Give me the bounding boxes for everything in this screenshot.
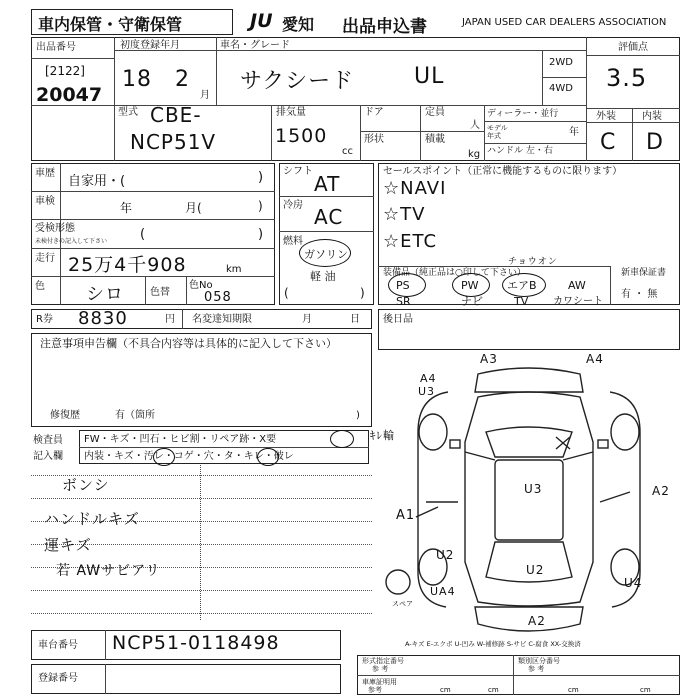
color-code: 058 [204, 290, 232, 305]
fuel-diesel: 軽 油 [310, 270, 336, 283]
displacement-unit: cc [342, 146, 353, 157]
equip-ps-circle [388, 273, 426, 297]
document-title: 出品申込書 [342, 17, 427, 37]
sales-point-navi: ☆NAVI [383, 178, 447, 199]
dealer-label: ディーラー・並行 [487, 109, 559, 119]
equip-navi: ナビ [461, 295, 483, 308]
grade: UL [414, 64, 445, 89]
equip-power-seat: カワシート [553, 296, 603, 307]
registration-year: 18 [122, 67, 152, 92]
lot-bracket: [2122] [45, 64, 85, 78]
diagram-right-front-door [563, 452, 593, 460]
drive-4wd: 4WD [549, 83, 573, 94]
score-label: 評価点 [618, 42, 648, 53]
stain-circle [153, 448, 175, 466]
diagram-legend: A-キズ E-エクボ U-凹み W-補修跡 S-サビ C-腐食 XX-交換済 [405, 640, 581, 648]
color-change-label: 色替 [150, 287, 170, 298]
inspection-line-1: FW・キズ・凹石・ヒビ割・リペア跡・X要 [84, 434, 277, 445]
exterior-label: 外装 [596, 111, 616, 122]
brand-logo: JU [250, 10, 273, 32]
type-value-2: NCP51V [130, 130, 217, 154]
color-value: シロ [86, 284, 124, 305]
equip-pw-circle [452, 273, 490, 297]
cooling-label: 冷房 [283, 200, 303, 211]
diagram-left-mirror [450, 440, 460, 448]
recycle-label: R券 [36, 314, 53, 325]
equip-tv: TV [514, 295, 529, 308]
handwritten-note-4: 若 AWサビアリ [56, 563, 161, 579]
load-unit: kg [468, 149, 481, 160]
capacity-label: 定員 [425, 107, 445, 118]
equip-ps: PS [396, 279, 410, 292]
diagram-label-a2-bottom: A2 [528, 614, 546, 628]
type-value-1: CBE- [150, 103, 202, 127]
fuel-gasoline-circle [299, 239, 351, 267]
score-value: 3.5 [606, 64, 648, 92]
inspection-close: ) [258, 199, 263, 213]
warranty-value: 有 ・ 無 [621, 289, 658, 300]
brand-region: 愛知 [282, 15, 315, 34]
warranty-label: 新車保証書 [621, 268, 667, 278]
lot-number: 20047 [36, 84, 103, 106]
association-name: JAPAN USED CAR DEALERS ASSOCIATION [462, 17, 667, 28]
diagram-front-left-wheel [419, 414, 447, 450]
diagram-right-side-outline [610, 392, 643, 607]
diagram-spare-label: スペア [392, 600, 413, 608]
diagram-label-u4: U4 [624, 576, 643, 590]
reception-note: 未検付きの記入して下さい [35, 238, 108, 245]
chassis-label: 車台番号 [38, 640, 78, 651]
exterior-grade: C [600, 130, 617, 155]
repair-close: ) [356, 410, 360, 421]
equip-aw: AW [568, 279, 586, 292]
reception-close: ) [258, 227, 264, 242]
fuel-label: 燃料 [283, 236, 303, 247]
diagram-front-bumper [475, 368, 583, 392]
inspection-line-2: 内装・キズ・汚レ・コゲ・穴・タ・キレ・破レ [84, 451, 294, 462]
diagram-label-u2-center: U2 [526, 563, 545, 577]
diagram-label-a2-right: A2 [652, 484, 670, 498]
mileage-unit: km [226, 264, 242, 275]
form-number-label-2: 参 考 [372, 665, 389, 673]
cm-unit-2: cm [488, 686, 499, 694]
model-name: サクシード [240, 69, 355, 94]
diagram-right-mirror [598, 440, 608, 448]
lot-number-label: 出品番号 [36, 42, 76, 53]
sales-point-label: セールスポイント（正常に機能するものに限ります） [383, 166, 623, 177]
equip-airbag: エアB [507, 279, 537, 292]
color-code-label: 色No [189, 280, 213, 291]
inspection-side-note: ｷﾚ輸 [370, 429, 395, 442]
diagram-front-right-wheel [611, 414, 639, 450]
diagram-label-u3-left: U3 [418, 385, 436, 398]
diagram-label-a4-top: A4 [586, 352, 604, 366]
cooling-value: AC [314, 205, 344, 229]
handle-label: ハンドル 左・右 [487, 146, 553, 156]
sales-point-tv: ☆TV [383, 204, 426, 225]
hole-circle [257, 448, 279, 466]
load-label: 積載 [425, 134, 445, 145]
door-label: ドア [364, 107, 384, 118]
name-change-month: 月 [302, 314, 312, 325]
form-number-label-1: 形式指定番号 [362, 657, 404, 665]
reception-label: 受検形態 [35, 223, 75, 234]
reference-label: 参考 [368, 686, 382, 694]
model-grade-label: 車名・グレード [220, 40, 290, 51]
diagram-label-ua4: UA4 [430, 585, 456, 598]
equip-pw: PW [461, 279, 479, 292]
diagram-left-side-outline [418, 392, 448, 607]
diagram-label-u3-center: U3 [524, 482, 543, 496]
first-registration-label: 初度登録年月 [120, 40, 180, 51]
diagram-roof [495, 460, 563, 540]
shape-label: 形状 [364, 134, 384, 145]
model-year-label-2: 年式 [487, 132, 501, 140]
mileage-value: 25万4千908 [68, 254, 187, 276]
registration-number-label: 登録番号 [38, 673, 78, 684]
diagram-label-u2-left: U2 [436, 548, 455, 562]
mileage-label: 走行 [35, 253, 55, 264]
cm-unit-1: cm [440, 686, 451, 694]
history-label: 車歴 [35, 168, 55, 179]
handwritten-note-3: 運キズ [44, 536, 92, 554]
later-items-label: 後日品 [383, 314, 413, 325]
repair-label: 修復歴 [50, 410, 80, 421]
equipment-label: 装備品（純正品は○印して下さい） [383, 268, 526, 278]
inspection-year: 年 [120, 201, 133, 215]
capacity-unit: 人 [470, 120, 480, 131]
later-items-block [378, 309, 680, 350]
diagram-label-a4-left: A4 [420, 372, 437, 385]
sales-handwriting: チョウオン [508, 257, 558, 267]
x-mark-circle [330, 430, 354, 448]
recycle-value: 8830 [78, 308, 128, 329]
keep-notice: 車内保管・守衛保管 [38, 15, 183, 34]
diagram-label-a1: A1 [396, 508, 416, 523]
model-year-label-1: モデル [487, 124, 508, 132]
fuel-close: ) [360, 286, 365, 300]
chassis-value: NCP51-0118498 [112, 632, 280, 654]
diagram-windshield [486, 427, 572, 457]
garage-cert-label: 車庫証明用 [362, 678, 397, 686]
repair-value: 有（箇所 [115, 410, 155, 421]
history-value: 自家用・( [68, 174, 126, 189]
drive-2wd: 2WD [549, 57, 573, 68]
model-year-unit: 年 [569, 127, 579, 138]
handwritten-note-2: ハンドルキズ [44, 510, 140, 528]
registration-month: 2 [175, 67, 190, 92]
name-change-day: 日 [350, 314, 360, 325]
recycle-unit: 円 [165, 314, 175, 325]
type-label: 型式 [118, 107, 138, 118]
interior-grade: D [646, 130, 664, 155]
cm-unit-3: cm [568, 686, 579, 694]
reception-open: ( [140, 227, 146, 242]
interior-label: 内装 [642, 111, 662, 122]
inspection-label: 車検 [35, 196, 55, 207]
diagram-left-front-door [465, 452, 495, 460]
equip-sr: SR [396, 295, 411, 308]
fuel-open: ( [284, 286, 289, 300]
shift-label: シフト [283, 166, 313, 177]
class-number-label-1: 類別区分番号 [518, 657, 560, 665]
diagram-spare-tire [386, 570, 410, 594]
diagram-arrow-2 [600, 492, 630, 502]
entry-label: 記入欄 [33, 451, 63, 462]
shift-value: AT [314, 172, 341, 196]
history-close: ) [258, 170, 264, 185]
fuel-gasoline: ガソリン [304, 248, 348, 261]
equip-airbag-circle [502, 273, 546, 297]
displacement-label: 排気量 [276, 107, 306, 118]
diagram-damage-line [416, 507, 438, 517]
registration-month-unit: 月 [200, 90, 210, 101]
inspection-month: 月( [185, 201, 202, 215]
class-number-label-2: 参 考 [528, 665, 545, 673]
notes-title: 注意事項申告欄（不具合内容等は具体的に記入して下さい） [40, 337, 337, 350]
diagram-label-a3: A3 [480, 352, 498, 366]
displacement-value: 1500 [275, 125, 328, 147]
cm-unit-4: cm [640, 686, 651, 694]
name-change-label: 名変達知期限 [192, 314, 252, 325]
handwritten-note-1: ボンシ [62, 476, 110, 494]
sales-point-etc: ☆ETC [383, 231, 438, 252]
inspector-label: 検査員 [33, 435, 63, 446]
color-label: 色 [35, 281, 45, 292]
